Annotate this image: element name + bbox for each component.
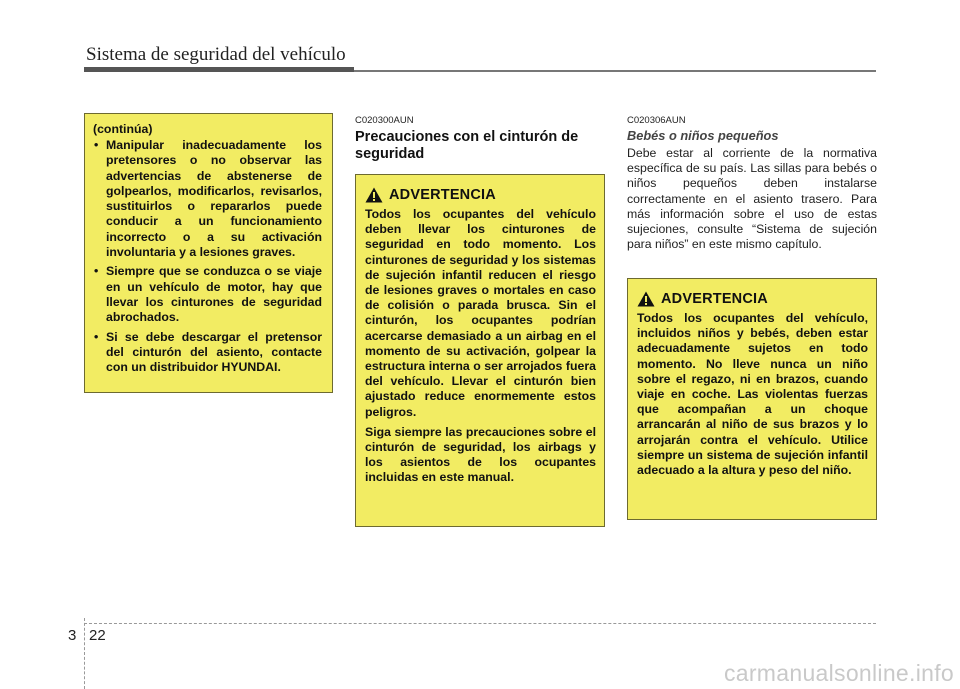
header-rule-thin (354, 70, 876, 72)
warning-header (637, 291, 868, 307)
warning-triangle-icon (365, 187, 383, 203)
footer-divider (84, 618, 85, 689)
watermark: carmanualsonline.info (723, 660, 954, 686)
list-item: • Siempre que se conduzca o se viaje en un vehículo de motor, hay que llevar los cinturones de seguridad abrochados. (93, 264, 322, 325)
continued-label: (continúa) (93, 122, 153, 136)
continued-bullet-list (93, 138, 322, 375)
warning-paragraph: Todos los ocupantes del vehículo, incluidos niños y bebés, deben estar adecuadamente sujetos en todo momento. No lleve nunca un niño sobre el regazo, ni en brazos, cuando viaje en coche. Las violentas fuerzas que acompañan a un choque arrancarán al niño de sus brazos y lo arrojarán contra el vehículo. Utilice siempre un sistema de sujeción infantil adecuado a la altura y peso del niño. (637, 311, 868, 478)
section-heading: Precauciones con el cinturón de seguridad (355, 129, 579, 162)
subsection-heading: Bebés o niños pequeños (627, 128, 779, 143)
section-code: C020300AUN (355, 115, 414, 126)
warning-title: ADVERTENCIA (389, 187, 496, 203)
list-item: • Manipular inadecuadamente los pretensores o no observar las advertencias de abstenerse de golpearlos, modificarlos, revisarlos, sustituirlos o repararlos puede conducir a un funcionamiento incorrecto o a su activación involuntaria y a lesiones graves. (93, 138, 322, 260)
chapter-number: 3 (68, 627, 77, 644)
body-paragraph: Debe estar al corriente de la normativa específica de su país. Las sillas para bebés o niños pequeños deben instalarse correctamente en el asiento trasero. Para más información sobre el uso de estas sujeciones, consulte “Sistema de sujeción para niños” en este mismo capítulo. (627, 146, 877, 252)
page-number: 22 (89, 627, 106, 644)
section-title: Sistema de seguridad del vehículo (86, 44, 346, 65)
warning-paragraph: Siga siempre las precauciones sobre el cinturón de seguridad, los airbags y los asientos de los ocupantes incluidas en este manual. (365, 424, 596, 485)
warning-header (365, 187, 596, 203)
section-code: C020306AUN (627, 115, 686, 126)
header-rule-thick (84, 67, 354, 72)
footer-rule (84, 623, 876, 624)
list-item: • Si se debe descargar el pretensor del cinturón del asiento, contacte con un distribuidor HYUNDAI. (93, 330, 322, 376)
warning-box-children (627, 278, 877, 520)
warning-box-seatbelt (355, 174, 605, 527)
continued-note-box (84, 113, 333, 393)
warning-triangle-icon (637, 291, 655, 307)
warning-paragraph: Todos los ocupantes del vehículo deben llevar los cinturones de seguridad en todo momento. Los cinturones de seguridad y los sistemas de sujeción infantil reducen el riesgo de lesiones graves o mortales en caso de colisión o parada brusca. Sin el cinturón, los ocupantes podrían acercarse demasiado a un airbag en el momento de su activación, golpear la estructura interna o ser arrojados fuera del vehículo. Llevar el cinturón bien ajustado reduce enormemente estos peligros. (365, 207, 596, 419)
warning-title: ADVERTENCIA (661, 291, 768, 307)
